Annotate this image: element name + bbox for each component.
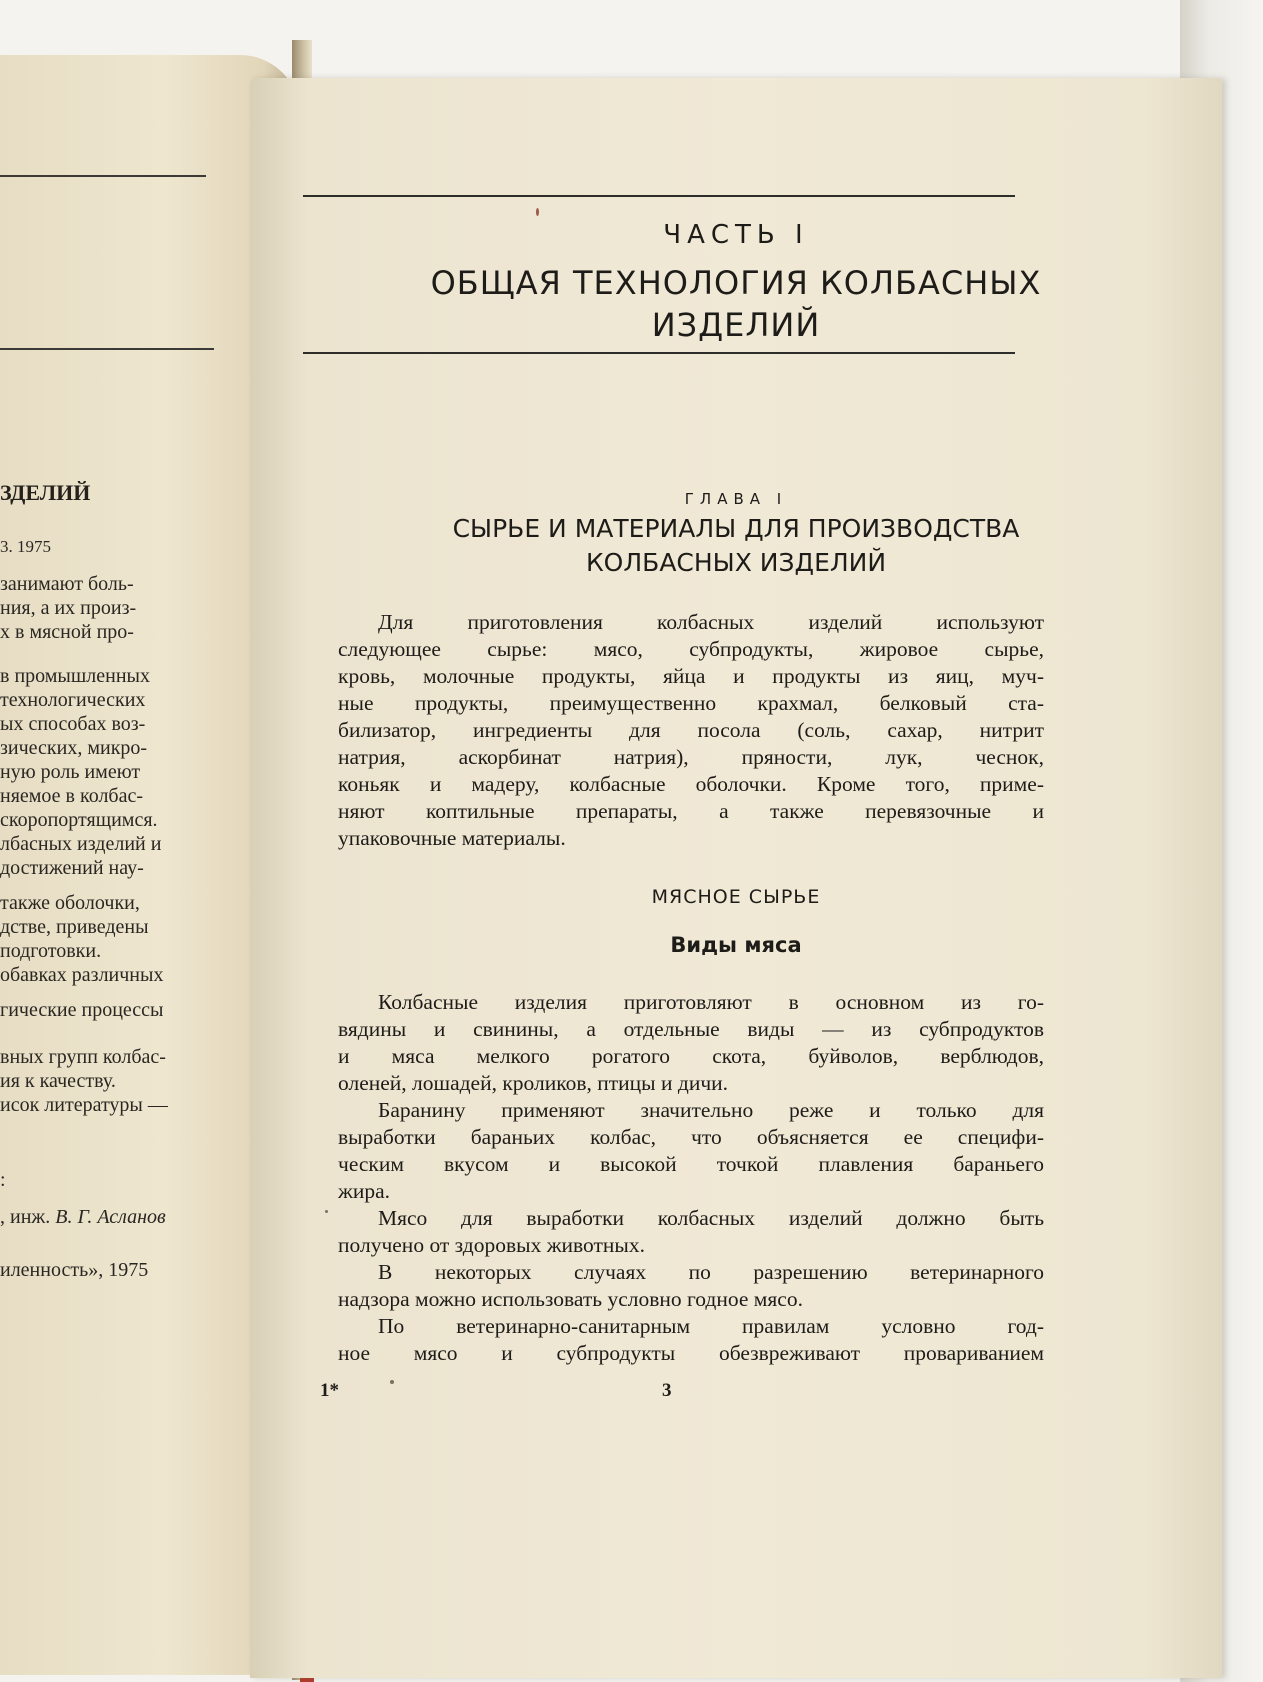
left-page-line: ия к качеству. — [0, 1070, 116, 1092]
left-page-line: х в мясной про- — [0, 621, 134, 643]
chapter-title-line2: КОЛБАСНЫХ ИЗДЕЛИЙ — [585, 548, 887, 577]
left-page-publisher-line: иленность», 1975 — [0, 1259, 149, 1281]
left-page-line: также оболочки, — [0, 892, 140, 914]
left-page-line: достижений нау- — [0, 857, 144, 879]
left-page-editor-name: В. Г. Асланов — [55, 1206, 166, 1228]
body-line: жира. — [338, 1179, 391, 1203]
body-line: В некоторых случаях по разрешению ветеринарного — [378, 1260, 1044, 1284]
body-line: упаковочные материалы. — [338, 826, 566, 850]
left-page-year-line: 3. 1975 — [0, 537, 51, 556]
body-line: выработки бараньих колбас, что объясняется ее специфи- — [338, 1125, 1044, 1149]
left-page-line: технологических — [0, 689, 146, 711]
left-page-line: дстве, приведены — [0, 916, 149, 938]
body-line: ческим вкусом и высокой точкой плавления бараньего — [338, 1152, 1044, 1176]
body-line: следующее сырье: мясо, субпродукты, жировое сырье, — [338, 637, 1044, 661]
left-page-line: исок литературы — — [0, 1094, 168, 1116]
body-line: натрия, аскорбинат натрия), пряности, лук, чеснок, — [338, 745, 1044, 769]
body-line: получено от здоровых животных. — [338, 1233, 645, 1257]
body-line: кровь, молочные продукты, яйца и продукты из яиц, муч- — [338, 664, 1044, 688]
body-line: и мяса мелкого рогатого скота, буйволов, верблюдов, — [338, 1044, 1044, 1068]
left-page-line: ния, а их произ- — [0, 597, 137, 619]
part-top-rule — [303, 195, 1015, 197]
left-page-line: обавках различных — [0, 964, 164, 986]
body-line: ное мясо и субпродукты обезвреживают провариванием — [338, 1341, 1044, 1365]
part-label: ЧАСТЬ I — [663, 220, 809, 250]
body-line: вядины и свинины, а отдельные виды — из субпродуктов — [338, 1017, 1044, 1041]
body-line: Колбасные изделия приготовляют в основном из го- — [378, 990, 1044, 1014]
left-page-line: подготовки. — [0, 940, 102, 962]
left-page-line: лбасных изделий и — [0, 833, 162, 855]
left-page-line: вных групп колбас- — [0, 1046, 166, 1068]
left-page-line: ную роль имеют — [0, 761, 141, 783]
part-title-line1: ОБЩАЯ ТЕХНОЛОГИЯ КОЛБАСНЫХ — [430, 264, 1042, 302]
subsection-heading: Виды мяса — [670, 933, 802, 957]
paper-speck — [325, 1210, 328, 1213]
left-page-line: ых способах воз- — [0, 713, 146, 735]
body-line: Мясо для выработки колбасных изделий должно быть — [378, 1206, 1044, 1230]
left-page-line: гические процессы — [0, 999, 164, 1021]
left-page-line: зических, микро- — [0, 737, 148, 759]
left-page-line: скоропортящимся. — [0, 809, 158, 831]
left-page-line: занимают боль- — [0, 573, 134, 595]
left-page-editor-prefix: , инж. — [0, 1206, 56, 1228]
left-page-top-rule — [0, 175, 206, 177]
body-line: Баранину применяют значительно реже и только для — [378, 1098, 1044, 1122]
left-page-line: в промышленных — [0, 665, 150, 687]
left-page-colon: : — [0, 1169, 6, 1191]
right-page — [250, 78, 1222, 1678]
chapter-label: ГЛАВА I — [684, 490, 788, 508]
body-line: Для приготовления колбасных изделий используют — [378, 610, 1044, 634]
body-line: няют коптильные препараты, а также перевязочные и — [338, 799, 1044, 823]
page-number: 3 — [662, 1380, 672, 1401]
left-page-second-rule — [0, 348, 214, 350]
section-heading: МЯСНОЕ СЫРЬЕ — [651, 886, 821, 908]
signature-mark: 1* — [320, 1380, 339, 1401]
left-page-line: няемое в колбас- — [0, 785, 144, 807]
body-line: коньяк и мадеру, колбасные оболочки. Кроме того, приме- — [338, 772, 1044, 796]
part-title-line2: ИЗДЕЛИЙ — [651, 306, 821, 344]
part-bottom-rule — [303, 352, 1015, 354]
paper-speck — [390, 1380, 394, 1384]
left-page-heading: ЗДЕЛИЙ — [0, 480, 91, 505]
chapter-title-line1: СЫРЬЕ И МАТЕРИАЛЫ ДЛЯ ПРОИЗВОДСТВА — [452, 514, 1020, 543]
left-page-editor-line — [0, 1205, 166, 1229]
body-line: ные продукты, преимущественно крахмал, белковый ста- — [338, 691, 1044, 715]
body-line: надзора можно использовать условно годное мясо. — [338, 1287, 803, 1311]
body-line: По ветеринарно-санитарным правилам условно год- — [378, 1314, 1044, 1338]
paper-speck — [536, 208, 539, 216]
body-line: оленей, лошадей, кроликов, птицы и дичи. — [338, 1071, 729, 1095]
body-line: билизатор, ингредиенты для посола (соль, сахар, нитрит — [338, 718, 1044, 742]
